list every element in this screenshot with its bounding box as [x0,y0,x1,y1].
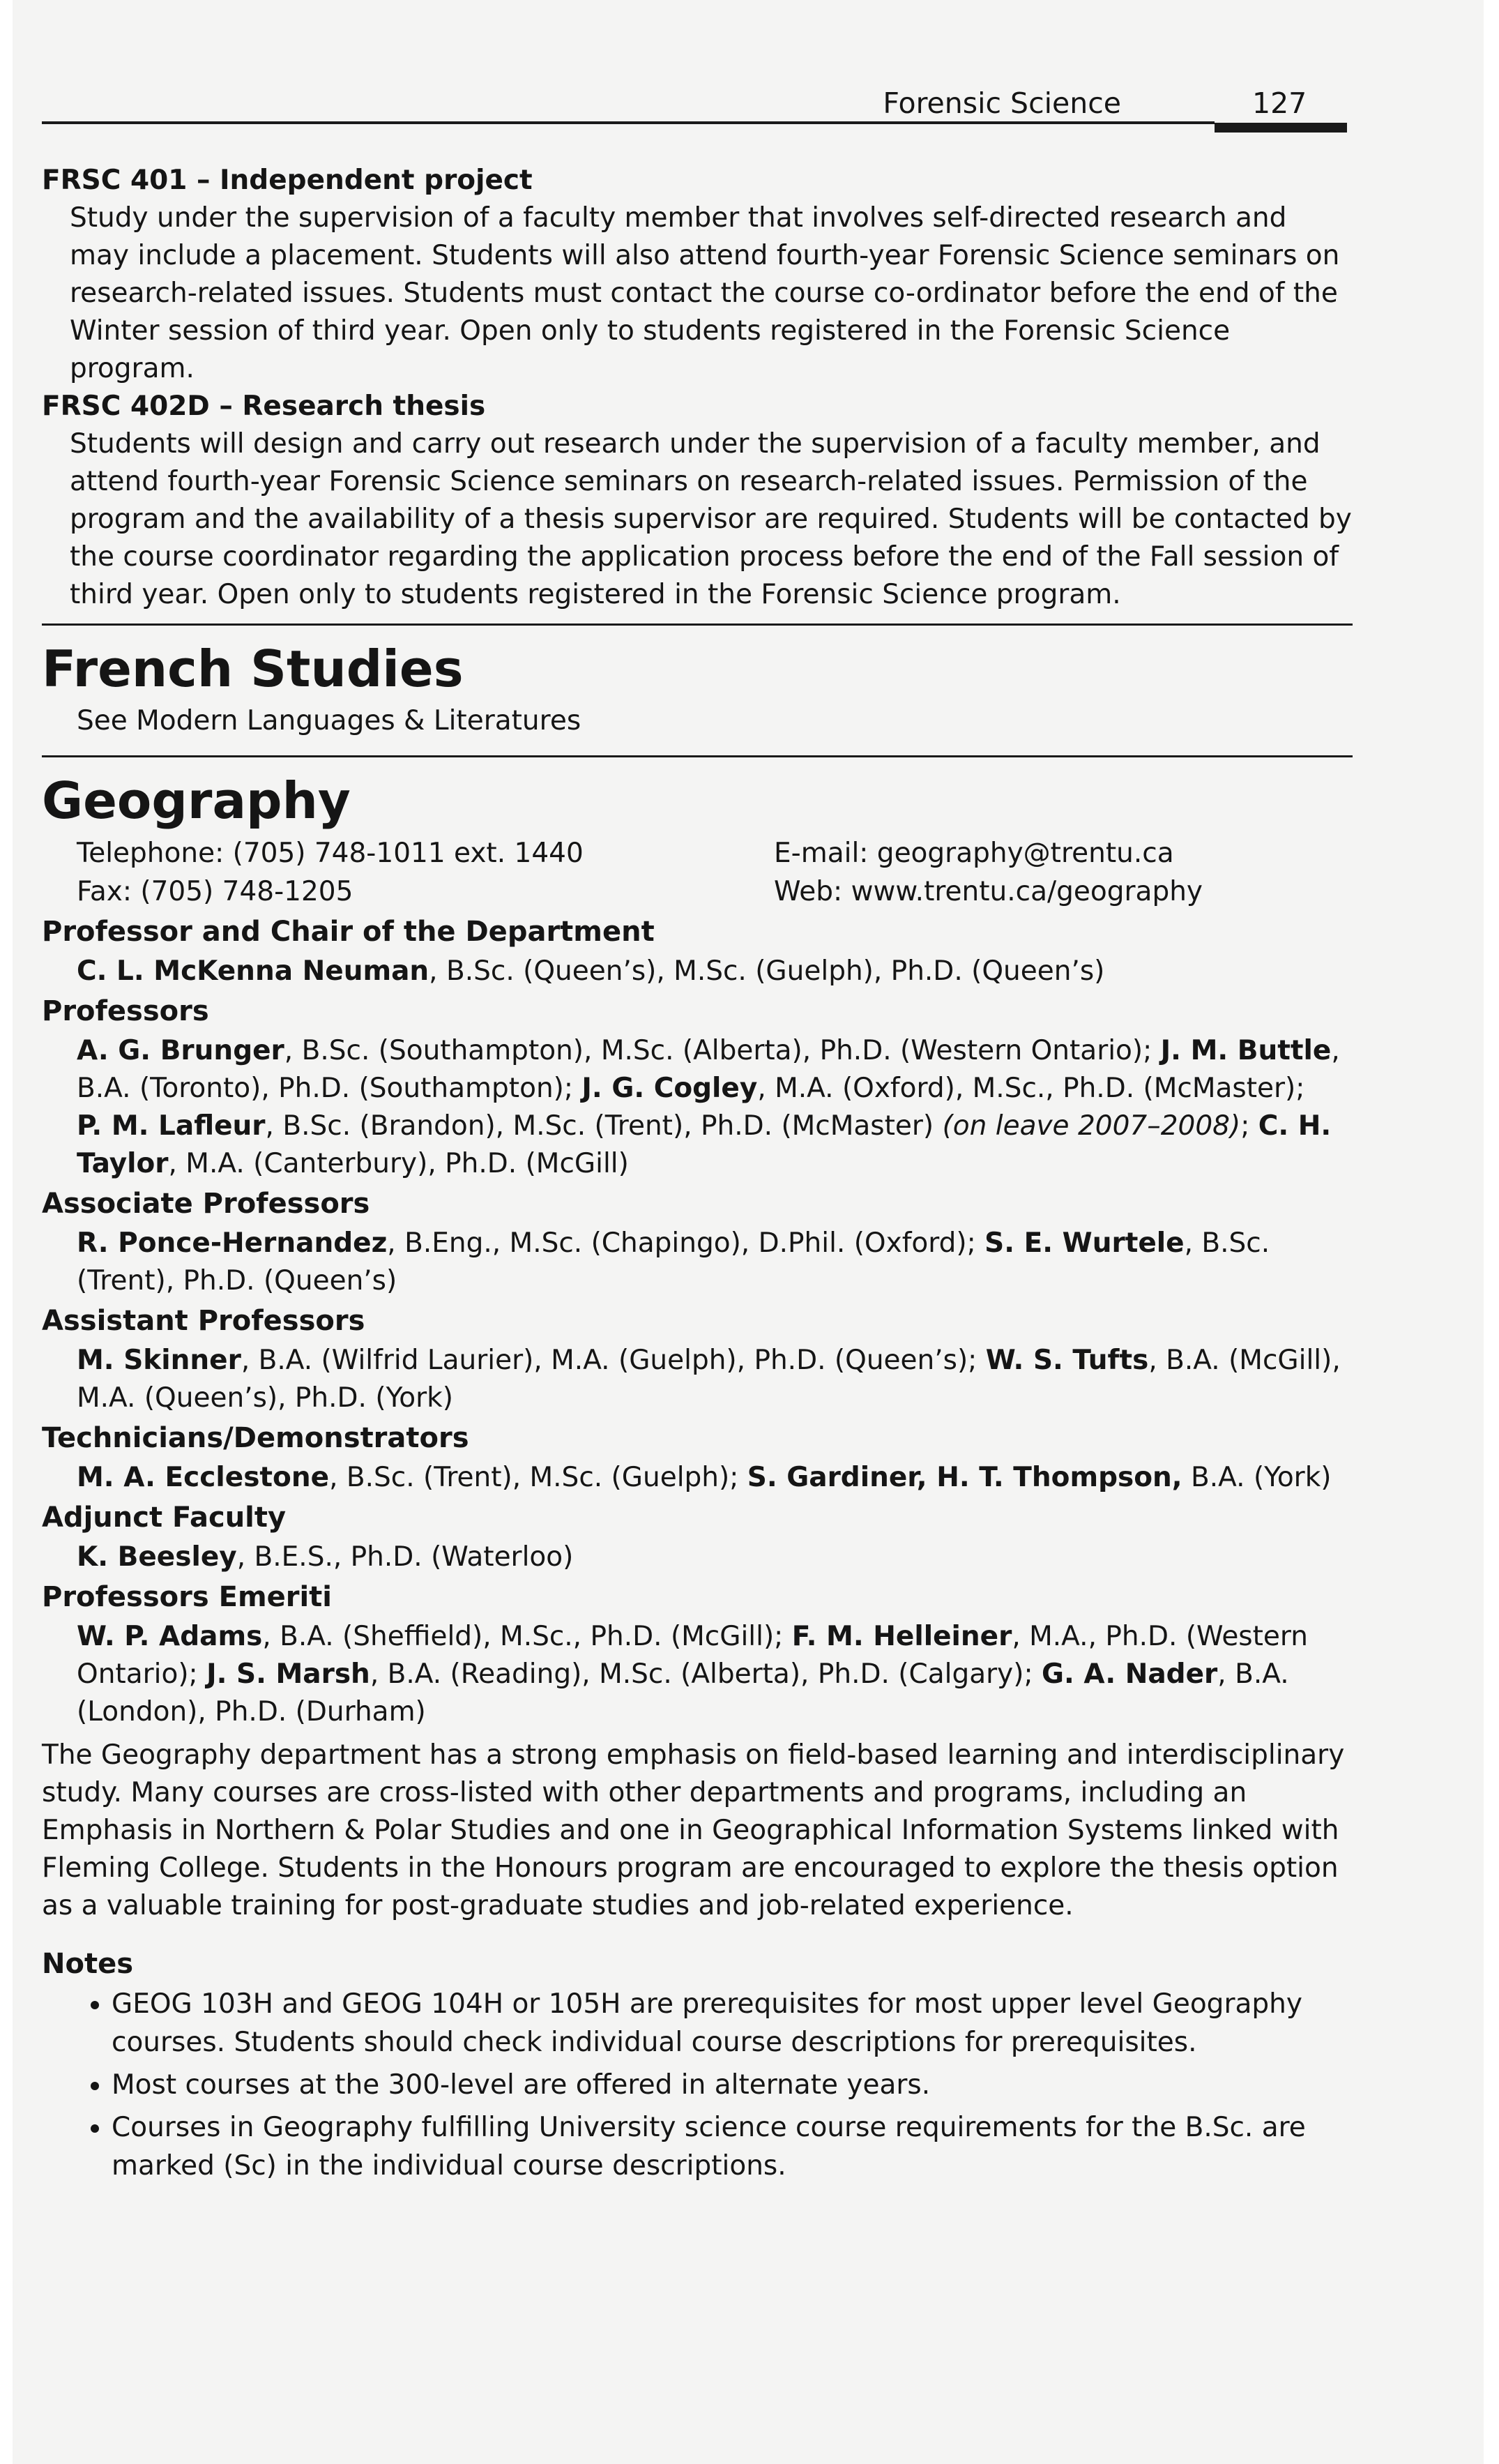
separator: ; [1240,1110,1258,1142]
faculty-credentials: , B.Sc. (Trent), Ph.D. (Queen’s) [77,1227,1270,1297]
fax: Fax: (705) 748-1205 [77,876,353,907]
faculty-credentials: , B.Sc. (Brandon), M.Sc. (Trent), Ph.D. (McMaster) [265,1110,943,1142]
faculty-name: M. A. Ecclestone [77,1462,330,1493]
faculty-group-heading: Professors [42,995,209,1027]
faculty-name: J. S. Marsh [206,1658,370,1690]
faculty-group-heading: Technicians/Demonstrators [42,1422,469,1454]
faculty-credentials: , M.A. (Canterbury), Ph.D. (McGill) [168,1148,629,1179]
faculty-name: S. Gardiner, H. T. Thompson, [747,1462,1182,1493]
faculty-credentials: , B.A. (Toronto), Ph.D. (Southampton); [77,1035,1340,1104]
faculty-name: M. Skinner [77,1345,241,1376]
faculty-credentials: , B.A. (McGill), M.A. (Queen’s), Ph.D. (York) [77,1345,1341,1414]
faculty-credentials: , B.Sc. (Queen’s), M.Sc. (Guelph), Ph.D. (Queen’s) [429,955,1105,987]
telephone: Telephone: (705) 748-1011 ext. 1440 [77,838,584,869]
faculty-name: A. G. Brunger [77,1035,284,1066]
faculty-name: J. G. Cogley [581,1073,758,1104]
header-rule [42,121,1215,124]
faculty-name: P. M. Lafleur [77,1110,266,1142]
faculty-credentials: , B.Eng., M.Sc. (Chapingo), D.Phil. (Oxford); [387,1227,985,1259]
faculty-credentials: , B.Sc. (Trent), M.Sc. (Guelph); [329,1462,747,1493]
faculty-name: K. Beesley [77,1541,237,1573]
notes-heading: Notes [42,1948,134,1980]
faculty-credentials: , B.A. (London), Ph.D. (Durham) [77,1658,1289,1728]
email: E-mail: geography@trentu.ca [774,838,1174,869]
faculty-credentials: , M.A., Ph.D. (Western Ontario); [77,1621,1308,1690]
note-item: • Most courses at the 300-level are offered in alternate years. [112,2066,1353,2104]
course-title: FRSC 401 – Independent project [42,165,533,196]
faculty-credentials: B.A. (York) [1182,1462,1332,1493]
faculty-credentials: , B.A. (Sheffield), M.Sc., Ph.D. (McGill); [262,1621,792,1652]
faculty-name: W. P. Adams [77,1621,263,1652]
faculty-name: F. M. Helleiner [791,1621,1012,1652]
page [13,0,1484,2464]
header-bar [1215,123,1347,133]
note-item: • GEOG 103H and GEOG 104H or 105H are prerequisites for most upper level Geography courses. Students should check individual course descriptions for prerequisites. [112,1985,1353,2062]
faculty-name: R. Ponce-Hernandez [77,1227,388,1259]
faculty-credentials: , B.A. (Reading), M.Sc. (Alberta), Ph.D. (Calgary); [370,1658,1042,1690]
course-description: Students will design and carry out research under the supervision of a faculty member, and attend fourth-year Forensic Science seminars on research-related issues. Permission of the program and the availability of a thesis supervisor are required. Students will be contacted by the course coordinator regarding the application process before the end of the Fall session of third year. Open only to students registered in the Forensic Science program. [70,428,1352,610]
faculty-credentials: , B.E.S., Ph.D. (Waterloo) [236,1541,574,1573]
faculty-name: C. L. McKenna Neuman [77,955,429,987]
page-content [42,162,1353,2189]
faculty-list [42,1342,1353,1417]
section-title-french: French Studies [42,640,464,698]
faculty-name: C. H. Taylor [77,1110,1332,1179]
running-header-section: Forensic Science [883,86,1121,120]
faculty-credentials: , B.A. (Wilfrid Laurier), M.A. (Guelph), Ph.D. (Queen’s); [241,1345,986,1376]
notes-list [42,1985,1353,2185]
faculty-group-heading: Assistant Professors [42,1305,365,1337]
faculty-list [42,1032,1353,1183]
section-divider [42,623,1353,626]
section-divider [42,755,1353,757]
note-item: • Courses in Geography fulfilling University science course requirements for the B.Sc. are marked (Sc) in the individual course descriptions. [112,2108,1353,2185]
faculty-group-heading: Professors Emeriti [42,1581,333,1613]
faculty-group-heading: Associate Professors [42,1188,370,1220]
course-entry [42,162,1353,388]
website: Web: www.trentu.ca/geography [774,876,1203,907]
faculty-list [42,1539,1353,1576]
faculty-credentials: , B.Sc. (Southampton), M.Sc. (Alberta), Ph.D. (Western Ontario); [284,1035,1161,1066]
course-entry [42,388,1353,614]
faculty-list [42,1618,1353,1731]
faculty-name: W. S. Tufts [985,1345,1149,1376]
cross-reference: See Modern Languages & Literatures [77,705,581,736]
section-title-geography: Geography [42,771,351,830]
faculty-credentials: , M.A. (Oxford), M.Sc., Ph.D. (McMaster); [757,1073,1305,1104]
faculty-list [42,953,1353,990]
faculty-name: S. E. Wurtele [984,1227,1185,1259]
contact-block [42,834,1353,911]
department-intro: The Geography department has a strong emphasis on field-based learning and interdisciplinary study. Many courses are cross-listed with other departments and programs, including an Emphasis in Northern & Polar Studies and one in Geographical Information Systems linked with Fleming College. Students in the Honours program are encouraged to explore the thesis option as a valuable training for post-graduate studies and job-related experience. [42,1739,1345,1921]
faculty-list [42,1459,1353,1497]
course-title: FRSC 402D – Research thesis [42,391,486,422]
faculty-name: J. M. Buttle [1160,1035,1332,1066]
page-number: 127 [1252,86,1307,120]
faculty-group-heading: Professor and Chair of the Department [42,916,655,948]
course-description: Study under the supervision of a faculty member that involves self-directed research and may include a placement. Students will also attend fourth-year Forensic Science seminars on research-related issues. Students must contact the course co-ordinator before the end of the Winter session of third year. Open only to students registered in the Forensic Science program. [70,202,1340,384]
leave-note: (on leave 2007–2008) [942,1110,1241,1142]
faculty-name: G. A. Nader [1042,1658,1218,1690]
faculty-list [42,1225,1353,1300]
faculty-group-heading: Adjunct Faculty [42,1502,287,1534]
